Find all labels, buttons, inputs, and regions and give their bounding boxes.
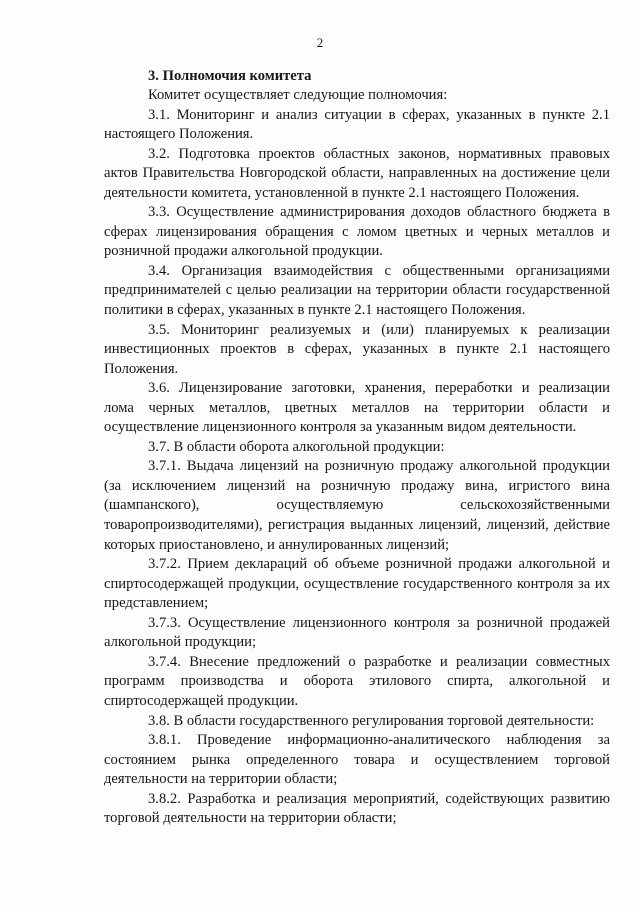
clause-3-3: 3.3. Осуществление администрирования доходов областного бюджета в сферах лицензирования обращения с ломом цветных и черных металлов и розничной продажи алкогольной продукции. — [104, 204, 610, 260]
clause-3-7-4: 3.7.4. Внесение предложений о разработке и реализации совместных программ производства и оборота этилового спирта, алкогольной и спиртосодержащей продукции. — [104, 653, 610, 709]
clause-3-7: 3.7. В области оборота алкогольной продукции: — [148, 438, 445, 455]
clause-3-2: 3.2. Подготовка проектов областных законов, нормативных правовых актов Правительства Новгородской области, направленных на достижение цели деятельности комитета, установленной в пункте 2.1 настоящего Положения. — [104, 145, 610, 201]
clause-3-6: 3.6. Лицензирование заготовки, хранения, переработки и реализации лома черных металлов, цветных металлов на территории области и осуществление лицензионного контроля за указанным видом деятельности. — [104, 380, 610, 436]
clause-3-5: 3.5. Мониторинг реализуемых и (или) планируемых к реализации инвестиционных проектов в сферах, указанных в пункте 2.1 настоящего Положения. — [104, 321, 610, 377]
clause-3-7-2: 3.7.2. Прием деклараций об объеме розничной продажи алкогольной и спиртосодержащей продукции, осуществление государственного контроля за их представлением; — [104, 556, 610, 612]
clause-3-1: 3.1. Мониторинг и анализ ситуации в сферах, указанных в пункте 2.1 настоящего Положения. — [104, 106, 610, 143]
section-content — [104, 66, 610, 829]
intro-paragraph: Комитет осуществляет следующие полномочия: — [148, 87, 448, 103]
clause-3-8-1: 3.8.1. Проведение информационно-аналитического наблюдения за состоянием рынка определенного товара и осуществлением торговой деятельности на территории области; — [104, 732, 610, 788]
clause-3-8-2: 3.8.2. Разработка и реализация мероприятий, содействующих развитию торговой деятельности на территории области; — [104, 790, 610, 827]
clause-3-7-1: 3.7.1. Выдача лицензий на розничную продажу алкогольной продукции (за исключением лицензий на розничную продажу вина, игристого вина (шампанского), осуществляемую сельскохозяйственными товаропроизводителями), регистрация выданных лицензий, лицензий, действие которых приостановлено, и аннулированных лицензий; — [104, 458, 610, 553]
page-number: 2 — [316, 35, 324, 50]
section-heading: 3. Полномочия комитета — [148, 68, 312, 84]
clause-3-4: 3.4. Организация взаимодействия с общественными организациями предпринимателей с целью реализации на территории области государственной политики в сферах, указанных в пункте 2.1 настоящего Положения. — [104, 262, 610, 319]
clause-3-8: 3.8. В области государственного регулирования торговой деятельности: — [148, 712, 595, 729]
clause-3-7-3: 3.7.3. Осуществление лицензионного контроля за розничной продажей алкогольной продукции; — [104, 614, 610, 651]
